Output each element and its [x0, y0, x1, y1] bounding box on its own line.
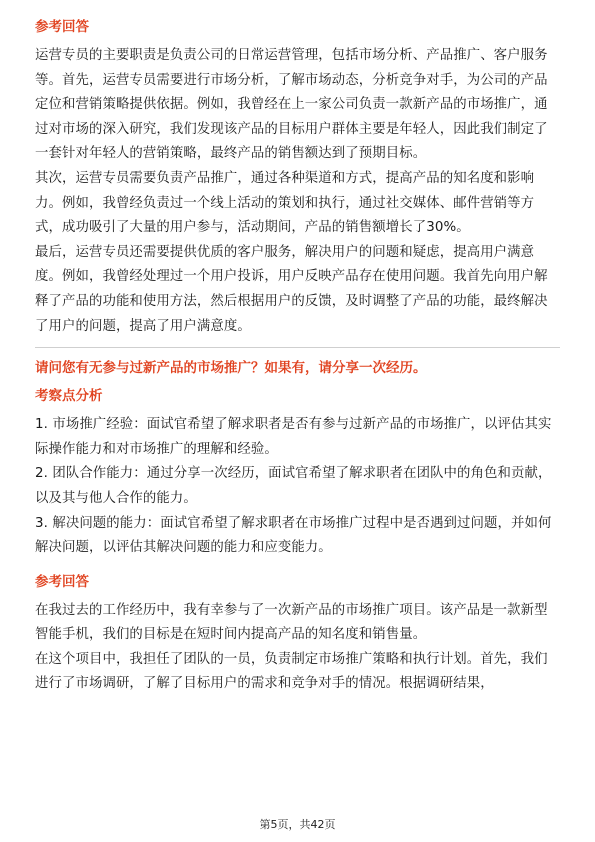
section-heading-analysis: 考察点分析: [35, 388, 103, 405]
answer-paragraph: 运营专员的主要职责是负责公司的日常运营管理，包括市场分析、产品推广、客户服务等。首先，运营专员需要进行市场分析，了解市场动态，分析竞争对手，为公司的产品定位和营销策略提供依据。例如，我曾经在上一家公司负责一款新产品的市场推广，通过对市场的深入研究，我们发现该产品的目标用户群体主要是年轻人，因此我们制定了一套针对年轻人的营销策略，最终产品的销售额达到了预期目标。: [35, 48, 548, 162]
answer-paragraph: 在这个项目中，我担任了团队的一员，负责制定市场推广策略和执行计划。首先，我们进行了市场调研，了解了目标用户的需求和竞争对手的情况。根据调研结果，: [35, 651, 548, 692]
answer-paragraph: 最后，运营专员还需要提供优质的客户服务，解决用户的问题和疑虑，提高用户满意度。例如，我曾经处理过一个用户投诉，用户反映产品存在使用问题。我首先向用户解释了产品的功能和使用方法，然后根据用户的反馈，及时调整了产品的功能，最终解决了用户的问题，提高了用户满意度。: [35, 244, 548, 334]
answer-paragraph: 在我过去的工作经历中，我有幸参与了一次新产品的市场推广项目。该产品是一款新型智能手机，我们的目标是在短时间内提高产品的知名度和销售量。: [35, 602, 548, 643]
page-number: 第5页，共42页: [259, 818, 336, 831]
section-heading-reference-answer: 参考回答: [35, 19, 89, 35]
section-heading-reference-answer: 参考回答: [35, 573, 89, 590]
answer-paragraph: 其次，运营专员需要负责产品推广，通过各种渠道和方式，提高产品的知名度和影响力。例如，我曾经负责过一个线上活动的策划和执行，通过社交媒体、邮件营销等方式，成功吸引了大量的用户参与，活动期间，产品的销售额增长了30%。: [35, 170, 535, 236]
analysis-point: 3. 解决问题的能力：面试官希望了解求职者在市场推广过程中是否遇到过问题，并如何解决问题，以评估其解决问题的能力和应变能力。: [35, 515, 552, 556]
section-divider: [35, 347, 560, 348]
document-page: [35, 16, 560, 697]
analysis-point: 2. 团队合作能力：通过分享一次经历，面试官希望了解求职者在团队中的角色和贡献，以及其与他人合作的能力。: [35, 466, 552, 506]
analysis-point: 1. 市场推广经验：面试官希望了解求职者是否有参与过新产品的市场推广，以评估其实际操作能力和对市场推广的理解和经验。: [35, 417, 552, 457]
interview-question: 请问您有无参与过新产品的市场推广？如果有，请分享一次经历。: [35, 360, 427, 377]
